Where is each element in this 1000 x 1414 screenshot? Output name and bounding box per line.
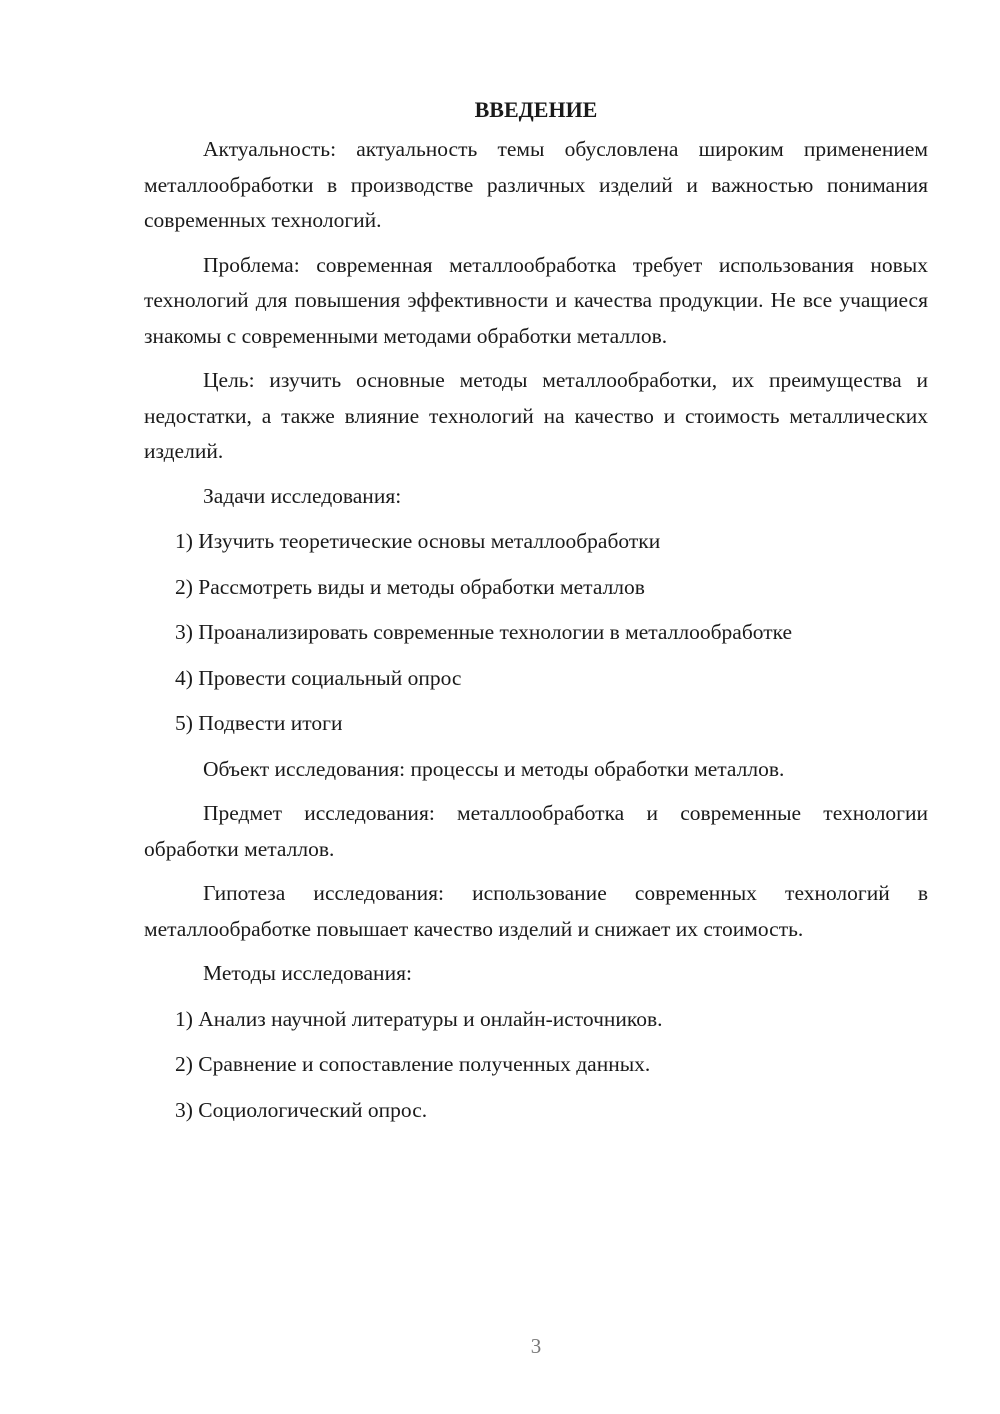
list-item: 3) Проанализировать современные технологии в металлообработке <box>175 620 793 644</box>
hypothesis-paragraph: Гипотеза исследования: использование современных технологий в металлообработке повышает качество изделий и снижает их стоимость. <box>144 881 928 941</box>
tasks-heading: Задачи исследования: <box>203 483 402 508</box>
problem-paragraph: Проблема: современная металлообработка требует использования новых технологий для повышения эффективности и качества продукции. Не все учащиеся знакомы с современными методами обработки металлов. <box>144 252 928 348</box>
list-item: 1) Анализ научной литературы и онлайн-источников. <box>175 1006 663 1031</box>
relevance-paragraph: Актуальность: актуальность темы обусловлена широким применением металлообработки в производстве различных изделий и важностью понимания современных технологий. <box>144 137 928 232</box>
list-item: 2) Рассмотреть виды и методы обработки металлов <box>175 574 645 599</box>
object-paragraph: Объект исследования: процессы и методы обработки металлов. <box>203 756 785 781</box>
page-number: 3 <box>530 1334 542 1358</box>
goal-paragraph: Цель: изучить основные методы металлообработки, их преимущества и недостатки, а также влияние технологий на качество и стоимость металлических изделий. <box>144 368 928 463</box>
list-item: 3) Социологический опрос. <box>175 1097 428 1122</box>
methods-list <box>144 1002 928 1129</box>
list-item: 1) Изучить теоретические основы металлообработки <box>175 529 661 553</box>
page-content <box>144 92 928 1138</box>
subject-paragraph: Предмет исследования: металлообработка и современные технологии обработки металлов. <box>144 801 928 861</box>
methods-heading: Методы исследования: <box>203 961 412 985</box>
list-item: 5) Подвести итоги <box>175 711 343 735</box>
page-title: ВВЕДЕНИЕ <box>474 97 598 122</box>
tasks-list <box>144 524 928 742</box>
list-item: 2) Сравнение и сопоставление полученных данных. <box>175 1052 651 1076</box>
list-item: 4) Провести социальный опрос <box>175 665 462 690</box>
